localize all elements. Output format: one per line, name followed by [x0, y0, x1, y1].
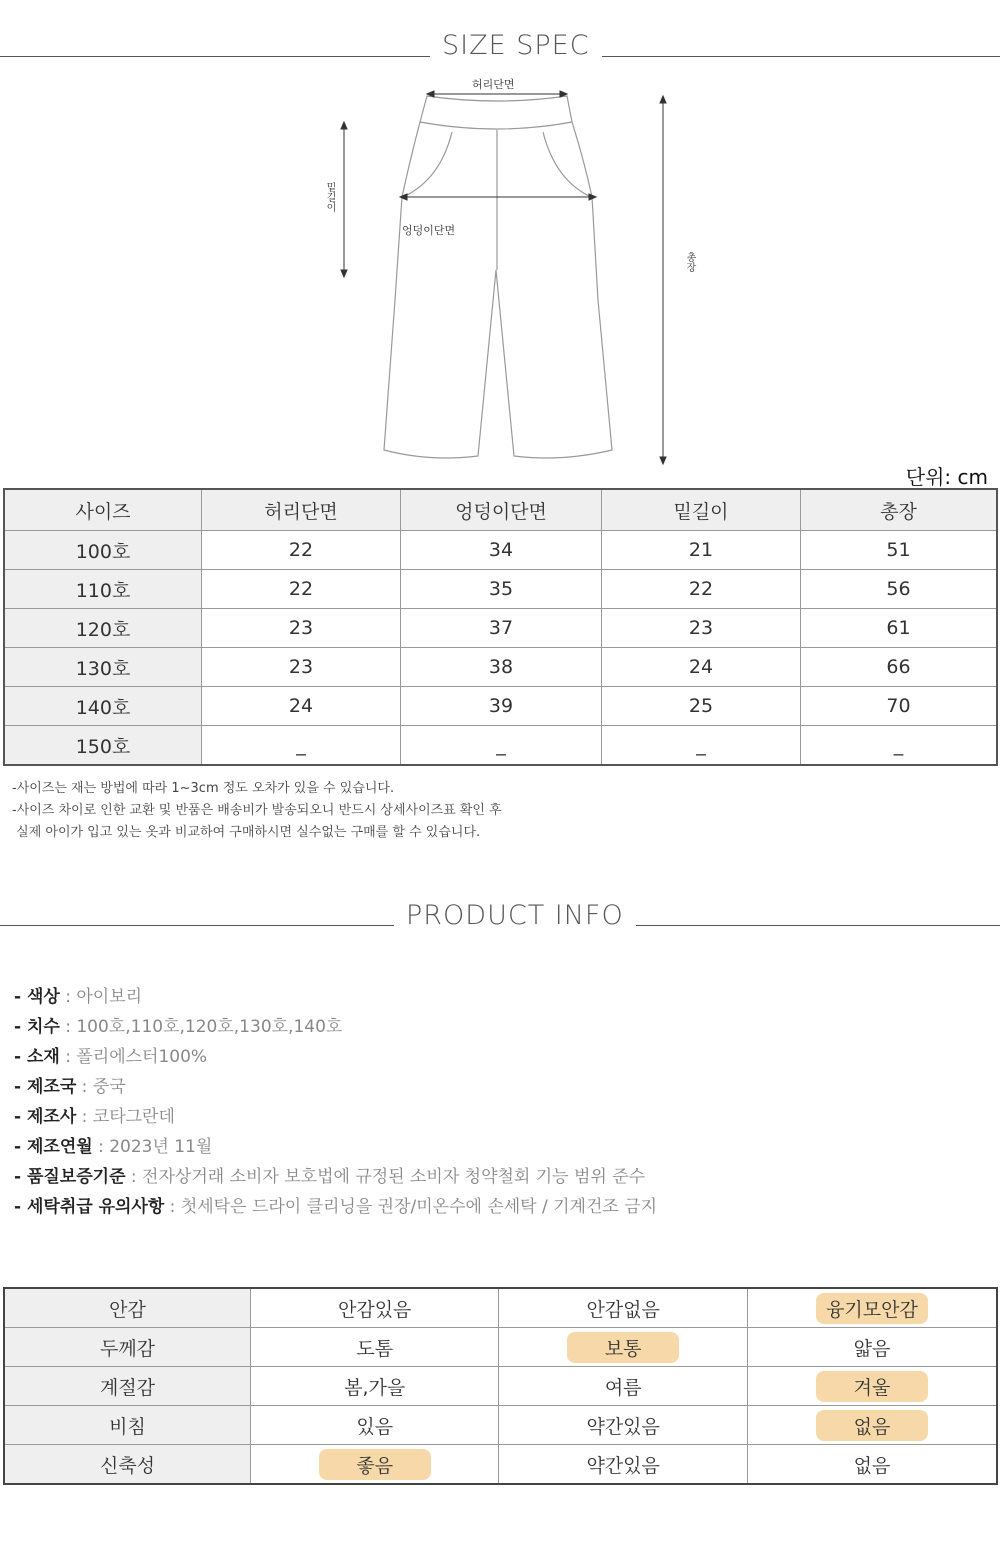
feature-label: 두께감: [4, 1328, 251, 1367]
table-row: [4, 648, 997, 687]
size-cell: 150호: [4, 726, 202, 766]
feature-row: [4, 1367, 997, 1406]
info-value: : 2023년 11월: [92, 1137, 213, 1157]
header-size: 사이즈: [4, 489, 202, 531]
info-key: - 색상: [14, 987, 60, 1007]
info-country: [14, 1072, 126, 1097]
feature-option: [251, 1367, 499, 1406]
option-pill: 도톰: [356, 1337, 394, 1360]
info-value: : 폴리에스터100%: [59, 1047, 208, 1067]
info-key: - 제조연월: [14, 1137, 93, 1157]
value-cell: 21: [602, 531, 801, 570]
table-row: [4, 687, 997, 726]
feature-row: [4, 1406, 997, 1445]
feature-option: [747, 1328, 997, 1367]
feature-option: [747, 1367, 997, 1406]
size-table: [3, 488, 998, 766]
option-pill: 약간있음: [586, 1454, 660, 1477]
feature-option: [747, 1445, 997, 1485]
feature-option: [499, 1406, 747, 1445]
header-length: 총장: [801, 489, 998, 531]
feature-table: [3, 1287, 998, 1485]
feature-option: [251, 1328, 499, 1367]
info-value: : 중국: [76, 1077, 126, 1097]
value-cell: 24: [202, 687, 401, 726]
info-key: - 제조사: [14, 1107, 77, 1127]
info-sizes: [14, 1012, 342, 1037]
option-pill: 있음: [356, 1415, 394, 1438]
value-cell: 22: [202, 531, 401, 570]
pants-diagram: [300, 70, 720, 470]
value-cell: 25: [602, 687, 801, 726]
info-color: [14, 982, 142, 1007]
product-info-title: PRODUCT INFO: [394, 900, 636, 931]
value-cell: _: [801, 726, 998, 766]
value-cell: 34: [401, 531, 602, 570]
table-row: [4, 531, 997, 570]
value-cell: 22: [602, 570, 801, 609]
value-cell: 38: [401, 648, 602, 687]
length-label: 총장: [684, 252, 695, 272]
option-pill: 안감있음: [338, 1298, 412, 1321]
info-key: - 치수: [14, 1017, 60, 1037]
info-date: [14, 1132, 212, 1157]
feature-option: [251, 1406, 499, 1445]
info-value: : 아이보리: [59, 987, 143, 1007]
feature-label: 비침: [4, 1406, 251, 1445]
info-manufacturer: [14, 1102, 175, 1127]
feature-option: [499, 1445, 747, 1485]
value-cell: 51: [801, 531, 998, 570]
feature-row: [4, 1328, 997, 1367]
size-spec-title: SIZE SPEC: [430, 30, 602, 61]
value-cell: _: [202, 726, 401, 766]
feature-option: [499, 1288, 747, 1328]
size-note-1: -사이즈는 재는 방법에 따라 1~3cm 정도 오차가 있을 수 있습니다.: [12, 781, 395, 796]
feature-label: 신축성: [4, 1445, 251, 1485]
value-cell: 37: [401, 609, 602, 648]
value-cell: 39: [401, 687, 602, 726]
feature-option: [747, 1406, 997, 1445]
option-pill: 없음: [816, 1410, 928, 1441]
value-cell: 35: [401, 570, 602, 609]
pants-outline-illustration: [300, 70, 720, 470]
info-care: [14, 1192, 657, 1217]
value-cell: 23: [602, 609, 801, 648]
feature-option: [499, 1328, 747, 1367]
header-rise: 밑길이: [602, 489, 801, 531]
feature-option: [499, 1367, 747, 1406]
feature-label: 계절감: [4, 1367, 251, 1406]
option-pill: 얇음: [853, 1337, 891, 1360]
info-value: : 코타그란데: [76, 1107, 175, 1127]
info-value: : 100호,110호,120호,130호,140호: [59, 1017, 343, 1037]
value-cell: 22: [202, 570, 401, 609]
value-cell: _: [602, 726, 801, 766]
info-value: : 전자상거래 소비자 보호법에 규정된 소비자 청약철회 기능 범위 준수: [125, 1167, 646, 1187]
table-row: [4, 570, 997, 609]
size-cell: 100호: [4, 531, 202, 570]
size-note-3: 실제 아이가 입고 있는 옷과 비교하여 구매하시면 실수없는 구매를 할 수 있습니다.: [12, 825, 481, 840]
feature-option: [747, 1288, 997, 1328]
value-cell: 24: [602, 648, 801, 687]
size-table-header-row: [4, 489, 997, 531]
feature-option: [251, 1288, 499, 1328]
value-cell: 70: [801, 687, 998, 726]
header-waist: 허리단면: [202, 489, 401, 531]
value-cell: _: [401, 726, 602, 766]
info-key: - 세탁취급 유의사항: [14, 1197, 165, 1217]
option-pill: 보통: [567, 1332, 679, 1363]
info-key: - 제조국: [14, 1077, 77, 1097]
feature-option: [251, 1445, 499, 1485]
unit-label: 단위: cm: [905, 465, 988, 489]
feature-row: [4, 1288, 997, 1328]
size-cell: 110호: [4, 570, 202, 609]
waist-label: 허리단면: [472, 78, 515, 91]
size-cell: 140호: [4, 687, 202, 726]
table-row: [4, 726, 997, 766]
option-pill: 겨울: [816, 1371, 928, 1402]
table-row: [4, 609, 997, 648]
feature-row: [4, 1445, 997, 1485]
option-pill: 약간있음: [586, 1415, 660, 1438]
size-note-2: -사이즈 차이로 인한 교환 및 반품은 배송비가 발송되오니 반드시 상세사이즈표 확인 후: [12, 803, 502, 818]
value-cell: 56: [801, 570, 998, 609]
hip-label: 엉덩이단면: [402, 224, 456, 237]
rise-label: 밑길이: [324, 182, 335, 212]
header-hip: 엉덩이단면: [401, 489, 602, 531]
size-cell: 120호: [4, 609, 202, 648]
option-pill: 없음: [853, 1454, 891, 1477]
value-cell: 23: [202, 609, 401, 648]
info-key: - 품질보증기준: [14, 1167, 126, 1187]
option-pill: 안감없음: [586, 1298, 660, 1321]
option-pill: 좋음: [319, 1449, 431, 1480]
info-value: : 첫세탁은 드라이 클리닝을 권장/미온수에 손세탁 / 기계건조 금지: [164, 1197, 658, 1217]
option-pill: 융기모안감: [816, 1293, 928, 1324]
info-warranty: [14, 1162, 645, 1187]
feature-label: 안감: [4, 1288, 251, 1328]
option-pill: 봄,가을: [344, 1376, 406, 1399]
value-cell: 61: [801, 609, 998, 648]
info-key: - 소재: [14, 1047, 60, 1067]
value-cell: 23: [202, 648, 401, 687]
option-pill: 여름: [604, 1376, 642, 1399]
info-material: [14, 1042, 207, 1067]
size-cell: 130호: [4, 648, 202, 687]
value-cell: 66: [801, 648, 998, 687]
